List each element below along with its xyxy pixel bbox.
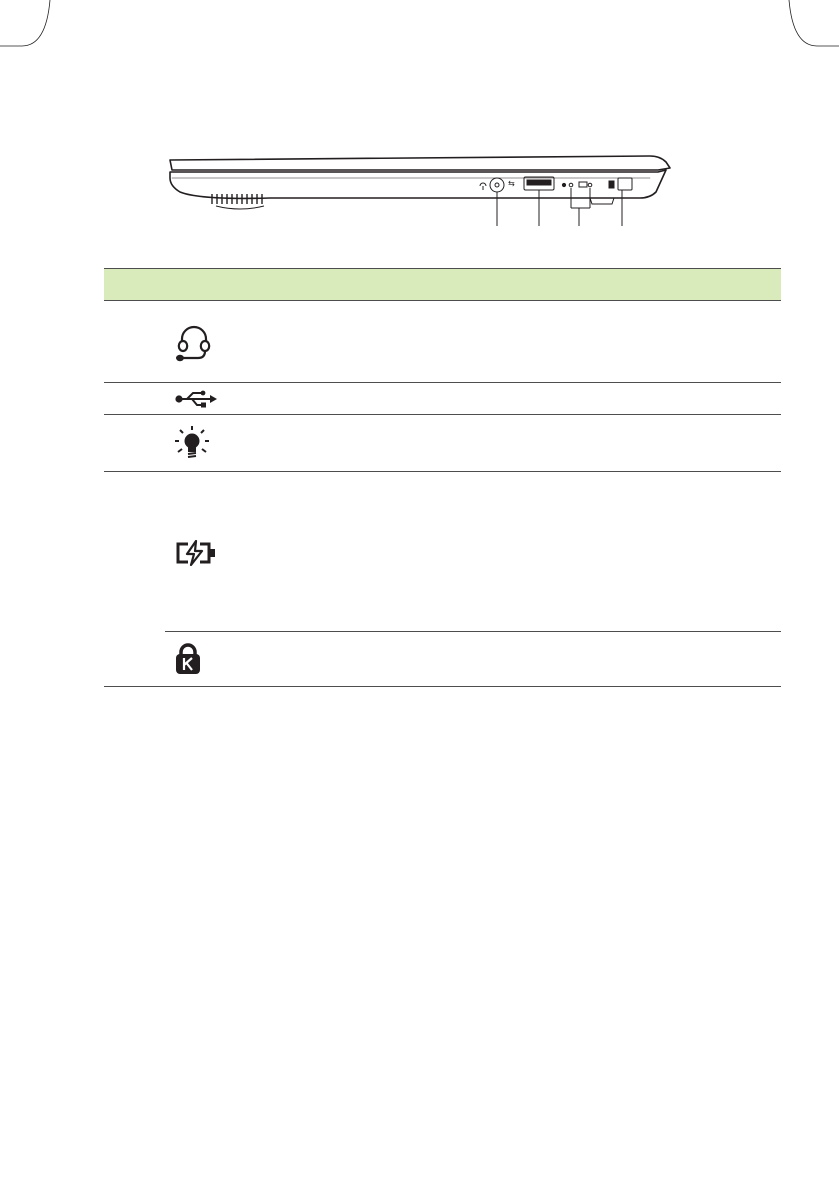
light-bulb-icon bbox=[174, 425, 210, 461]
headset-icon bbox=[174, 321, 214, 367]
table-row-usb bbox=[104, 383, 781, 415]
headset-port bbox=[480, 178, 504, 192]
table-header bbox=[104, 268, 781, 301]
table-row-battery-indicator bbox=[165, 472, 781, 632]
table-row-power-indicator bbox=[104, 415, 781, 472]
crop-marks bbox=[0, 0, 839, 70]
laptop-chassis bbox=[170, 156, 670, 198]
callout-leaders bbox=[497, 188, 622, 226]
battery-charging-icon bbox=[174, 540, 218, 566]
status-leds bbox=[562, 182, 591, 187]
laptop-side-illustration bbox=[160, 148, 680, 248]
foot bbox=[216, 206, 264, 209]
ports-table bbox=[104, 268, 781, 687]
usb-port bbox=[508, 177, 554, 190]
kensington-slot bbox=[590, 178, 632, 204]
table-row-kensington bbox=[104, 632, 781, 687]
usb-icon bbox=[174, 389, 218, 409]
svg-text:⇆: ⇆ bbox=[508, 179, 515, 188]
table-row-headset bbox=[104, 301, 781, 383]
kensington-lock-icon bbox=[174, 642, 202, 676]
